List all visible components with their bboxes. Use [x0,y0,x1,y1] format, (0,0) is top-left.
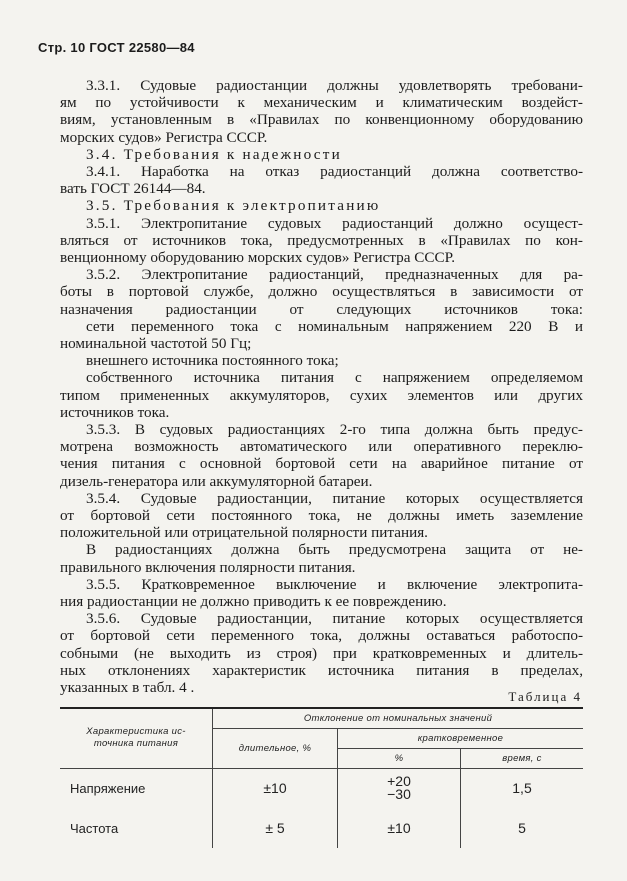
text-line: мотрена возможность автоматического или оперативного переклю- [60,438,583,456]
row-label: Напряжение [70,780,146,796]
text-line: назначения радиостанции от следующих источников тока: [60,300,583,318]
cell-percent: ±10 [338,808,461,848]
section-heading: 3.4. Требования к надежности [86,145,342,163]
text-line: ния радиостанции не должно приводить к ее повреждению. [60,593,447,610]
text-line: венционному оборудованию морских судов» Регистра СССР. [60,249,456,266]
text-line: ных отклонениях характеристик источника питания в пределах, [60,661,583,679]
text-line: вляться от источников тока, предусмотренных в «Правилах по кон- [60,231,583,249]
section-heading: 3.5. Требования к электропитанию [86,197,381,215]
text-line: морских судов» Регистра СССР. [60,128,268,146]
cell-long: ±10 [213,768,338,808]
table-row [60,808,583,848]
text-line: сети переменного тока с номинальным напряжением 220 В и [86,317,583,335]
table-caption: Таблица 4 [508,689,582,704]
table-row [60,768,583,808]
text-line: В радиостанциях должна быть предусмотрена защита от не- [86,541,583,559]
cell-percent [338,768,461,808]
text-line: 3.5.4. Судовые радиостанции, питание которых осуществляется [86,489,583,507]
cell-time: 5 [461,808,584,848]
text-line: чения питания с основной бортовой сети на аварийное питание от [60,455,583,473]
text-line: дизель-генератора или аккумуляторной батареи. [60,472,373,490]
cell-percent-plus: +20 [387,773,411,790]
text-line: 3.4.1. Наработка на отказ радиостанций должна соответство- [86,163,583,180]
text-line: 3.5.6. Судовые радиостанции, питание которых осуществляется [86,610,583,628]
column-header-short: кратковременное [338,728,584,748]
cell-percent-minus: −30 [387,786,411,803]
text-line: указанных в табл. 4 . [60,679,195,696]
text-line: положительной или отрицательной полярности питания. [60,524,428,542]
text-line: 3.5.3. В судовых радиостанциях 2-го типа должна быть предус- [86,421,583,438]
column-header-long: длительное, % [213,728,338,768]
text-line: ям по устойчивости к механическим и климатическим воздейст- [60,94,583,112]
text-line: 3.5.2. Электропитание радиостанций, предназначенных для ра- [86,266,583,284]
text-line: источников тока. [60,403,170,421]
column-header-characteristic: Характеристика ис- точника питания [60,708,213,768]
text-line: от бортовой сети переменного тока, должны оставаться работоспо- [60,627,583,645]
column-header-deviation: Отклонение от номинальных значений [213,708,584,728]
text-line: виям, установленным в «Правилах по конвенционному оборудованию [60,111,583,129]
text-line: правильного включения полярности питания. [60,558,356,576]
text-line: от бортовой сети постоянного тока, не должны иметь заземление [60,507,583,524]
cell-long: ± 5 [213,808,338,848]
page-header: Стр. 10 ГОСТ 22580—84 [38,40,195,55]
text-line: типом примененных аккумуляторов, сухих элементов или других [60,386,583,404]
text-line: боты в портовой службе, должно осуществляться в зависимости от [60,283,583,301]
column-header-percent: % [338,748,461,768]
text-line: собными (не выходить из строя) при кратковременных и длитель- [60,644,583,662]
text-line: номинальной частотой 50 Гц; [60,335,252,352]
row-label: Частота [70,820,119,836]
cell-time: 1,5 [461,768,584,808]
deviation-table [60,707,583,848]
text-line: собственного источника питания с напряжением определяемом [86,369,583,387]
text-line: внешнего источника постоянного тока; [86,352,339,370]
column-header-time: время, с [461,748,584,768]
text-line: 3.3.1. Судовые радиостанции должны удовлетворять требовани- [86,77,583,94]
text-line: 3.5.5. Кратковременное выключение и включение электропита- [86,575,583,593]
text-line: 3.5.1. Электропитание судовых радиостанций должно осущест- [86,214,583,232]
text-line: вать ГОСТ 26144—84. [60,180,206,198]
